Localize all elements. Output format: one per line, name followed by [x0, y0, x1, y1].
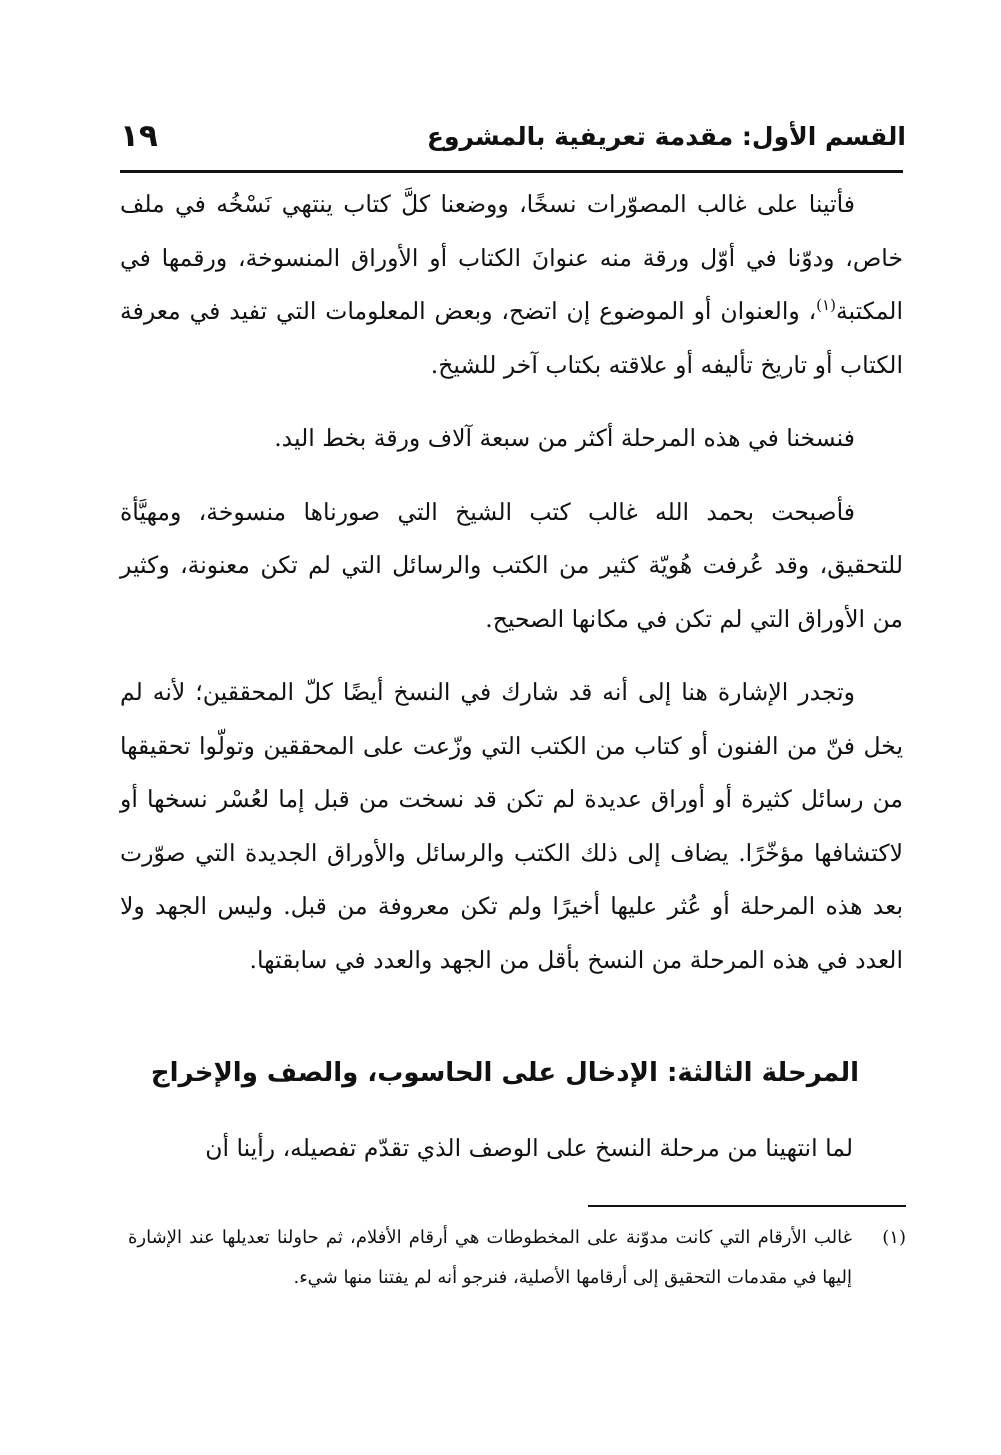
paragraph-1 — [120, 178, 903, 392]
paragraph-2: فنسخنا في هذه المرحلة أكثر من سبعة آلاف ورقة بخط اليد. — [274, 424, 855, 452]
header-rule — [120, 170, 903, 173]
page-number: ١٩ — [120, 118, 158, 154]
paragraph-5: لما انتهينا من مرحلة النسخ على الوصف الذي تقدّم تفصيله، رأينا أن — [205, 1134, 853, 1162]
paragraph-4: وتجدر الإشارة هنا إلى أنه قد شارك في النسخ أيضًا كلّ المحققين؛ لأنه لم يخل فنّ من الفنون أو كتاب من الكتب التي وزّعت على المحققين وتولّوا تحقيقها من رسائل كثيرة أو أوراق عديدة لم تكن قد نسخت من قبل إما لعُسْر نسخها أو لاكتشافها مؤخّرًا. يضاف إلى ذلك الكتب والرسائل والأوراق الجديدة التي صوّرت بعد هذه المرحلة أو عُثر عليها أخيرًا ولم تكن معروفة من قبل. وليس الجهد ولا العدد في هذه المرحلة من النسخ بأقل من الجهد والعدد في سابقتها. — [120, 678, 903, 974]
running-header — [120, 118, 906, 166]
footnote-text: غالب الأرقام التي كانت مدوّنة على المخطوطات هي أرقام الأفلام، ثم حاولنا تعديلها عند الإشارة إليها في مقدمات التحقيق إلى أرقامها الأصلية، فنرجو أنه لم يفتنا منها شيء. — [128, 1227, 852, 1288]
footnote — [128, 1218, 906, 1298]
section-heading: المرحلة الثالثة: الإدخال على الحاسوب، والصف والإخراج — [150, 1058, 859, 1088]
paragraph-3: فأصبحت بحمد الله غالب كتب الشيخ التي صورناها منسوخة، ومهيَّأة للتحقيق، وقد عُرفت هُويّة كثير من الكتب والرسائل التي لم تكن معنونة، وكثير من الأوراق التي لم تكن في مكانها الصحيح. — [120, 497, 903, 633]
body-text-block — [120, 178, 903, 987]
header-title: القسم الأول: مقدمة تعريفية بالمشروع — [426, 122, 906, 151]
footnote-rule — [588, 1205, 906, 1207]
footnote-reference: (١) — [816, 296, 836, 315]
footnote-marker: (١) — [882, 1227, 906, 1248]
paragraph-1-text-a: فأتينا على غالب المصوّرات نسخًا، ووضعنا كلَّ كتاب ينتهي نَسْخُه في ملف خاص، ودوّنا في أوّل ورقة منه عنوانَ الكتاب أو الأوراق المنسوخة، ورقمها في المكتبة — [120, 190, 903, 325]
paragraph-1-text-b: ، والعنوان أو الموضوع إن اتضح، وبعض المعلومات التي تفيد في معرفة الكتاب أو تاريخ تأليفه أو علاقته بكتاب آخر للشيخ. — [120, 297, 903, 379]
